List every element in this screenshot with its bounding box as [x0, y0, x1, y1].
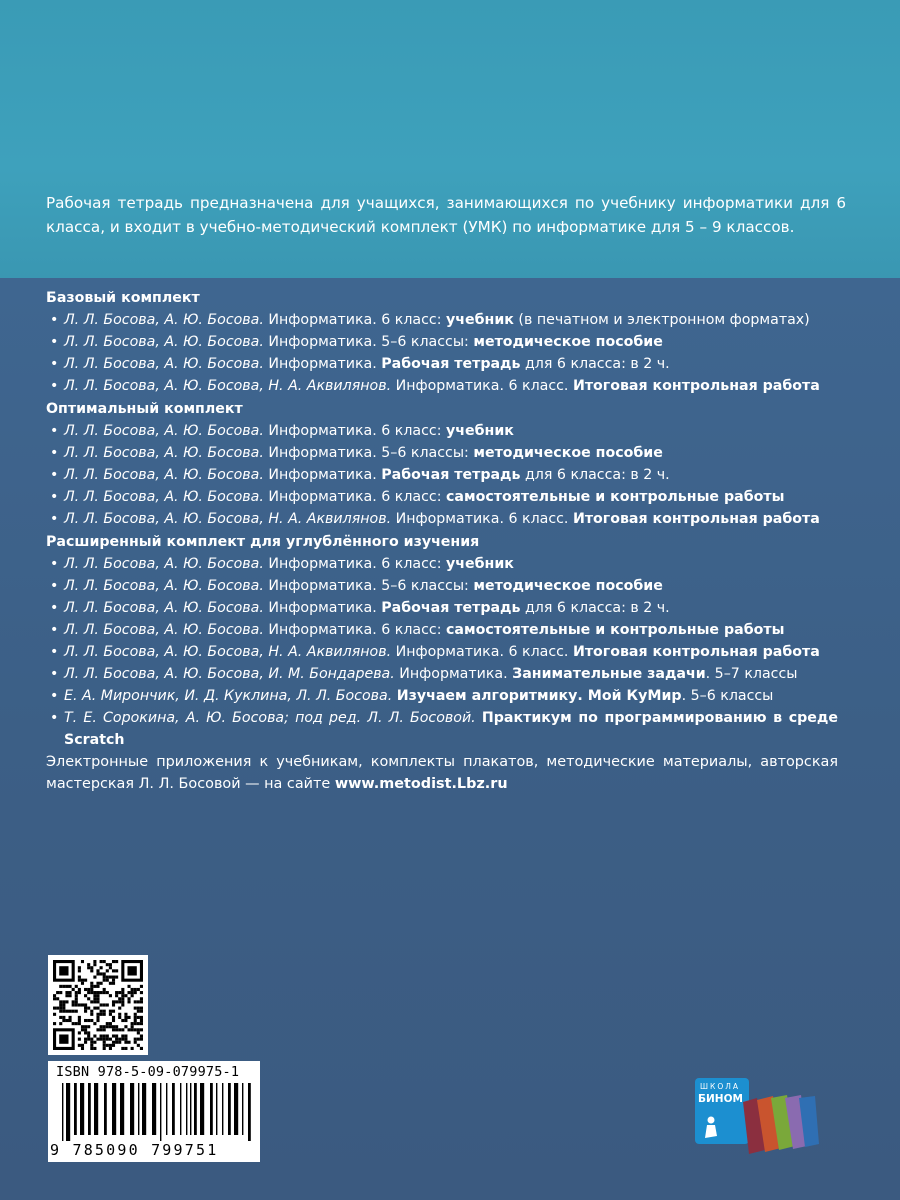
- item-text: Информатика. 6 класс.: [391, 378, 573, 394]
- section-list: [46, 420, 838, 530]
- list-item: [46, 331, 838, 353]
- item-author: Л. Л. Босова, А. Ю. Босова.: [64, 356, 264, 372]
- item-text: Информатика. 5–6 классы:: [263, 445, 474, 461]
- ean-number: 9 785090 799751: [50, 1141, 219, 1159]
- item-text: Информатика. 5–6 классы:: [263, 334, 474, 350]
- list-item: [46, 486, 838, 508]
- item-bold: самостоятельные и контрольные работы: [446, 622, 785, 638]
- footer-text: Электронные приложения к учебникам, комплекты плакатов, методические материалы, авторская мастерская Л. Л. Босовой — на сайте: [46, 754, 838, 792]
- item-author: Е. А. Мирончик, И. Д. Куклина, Л. Л. Босова.: [64, 688, 393, 704]
- section-list: [46, 553, 838, 751]
- item-text: Информатика. 6 класс.: [391, 644, 573, 660]
- list-item: [46, 685, 838, 707]
- list-item: [46, 619, 838, 641]
- item-author: Л. Л. Босова, А. Ю. Босова.: [64, 556, 264, 572]
- item-bold: методическое пособие: [473, 445, 663, 461]
- section-title: Оптимальный комплект: [46, 401, 243, 417]
- item-rest: для 6 класса: в 2 ч.: [520, 356, 670, 372]
- item-text: Информатика.: [263, 467, 382, 483]
- section-title: Базовый комплект: [46, 290, 200, 306]
- item-author: Л. Л. Босова, А. Ю. Босова.: [64, 334, 264, 350]
- item-bold: Занимательные задачи: [512, 666, 706, 682]
- logo-school-text: ШКОЛА: [700, 1082, 741, 1091]
- qr-code-image: [53, 960, 143, 1050]
- item-text: Информатика. 6 класс:: [263, 423, 447, 439]
- list-item: [46, 508, 838, 530]
- item-text: Информатика. 5–6 классы:: [263, 578, 474, 594]
- list-item: [46, 309, 838, 331]
- item-rest: . 5–6 классы: [681, 688, 774, 704]
- item-bold: учебник: [446, 423, 514, 439]
- item-text: Информатика.: [394, 666, 513, 682]
- item-bold: Итоговая контрольная работа: [572, 378, 820, 394]
- item-rest: для 6 класса: в 2 ч.: [520, 600, 670, 616]
- books-icon: [695, 1078, 833, 1158]
- item-author: Л. Л. Босова, А. Ю. Босова.: [64, 445, 264, 461]
- barcode-bars: [62, 1083, 252, 1141]
- intro-paragraph: Рабочая тетрадь предназначена для учащихся, занимающихся по учебнику информатики для 6 класса, и входит в учебно-методический комплект (УМК) по информатике для 5 – 9 классов.: [46, 194, 846, 236]
- list-item: [46, 553, 838, 575]
- footer-paragraph: [46, 751, 838, 795]
- item-author: Л. Л. Босова, А. Ю. Босова, Н. А. Аквилянов.: [64, 511, 392, 527]
- barcode: [48, 1061, 260, 1162]
- item-text: Информатика. 6 класс:: [263, 489, 447, 505]
- list-item: [46, 375, 838, 397]
- item-author: Л. Л. Босова, А. Ю. Босова.: [64, 600, 264, 616]
- item-bold: Изучаем алгоритмику. Мой КуМир: [396, 688, 682, 704]
- isbn-text: ISBN 978-5-09-079975-1: [56, 1064, 240, 1080]
- section-list: [46, 309, 838, 397]
- item-text: Информатика. 6 класс:: [263, 622, 447, 638]
- item-author: Л. Л. Босова, А. Ю. Босова.: [64, 622, 264, 638]
- item-rest: . 5–7 классы: [705, 666, 798, 682]
- item-bold: самостоятельные и контрольные работы: [446, 489, 785, 505]
- item-rest: (в печатном и электронном форматах): [513, 312, 810, 328]
- item-author: Л. Л. Босова, А. Ю. Босова.: [64, 467, 264, 483]
- item-bold: Итоговая контрольная работа: [572, 511, 820, 527]
- item-text: Информатика.: [263, 600, 382, 616]
- item-author: Л. Л. Босова, А. Ю. Босова, Н. А. Аквилянов.: [64, 378, 392, 394]
- logo-brand-text: БИНОМ: [698, 1093, 743, 1105]
- item-bold: учебник: [446, 556, 514, 572]
- list-item: [46, 420, 838, 442]
- item-bold: учебник: [446, 312, 514, 328]
- list-item: [46, 663, 838, 685]
- list-item: [46, 707, 838, 751]
- item-text: Информатика. 6 класс:: [263, 312, 447, 328]
- item-bold: методическое пособие: [473, 578, 663, 594]
- item-bold: Рабочая тетрадь: [381, 467, 521, 483]
- item-author: Л. Л. Босова, А. Ю. Босова, Н. А. Аквилянов.: [64, 644, 392, 660]
- publisher-logo: [695, 1078, 833, 1158]
- sections-container: [46, 287, 838, 751]
- item-text: Информатика.: [263, 356, 382, 372]
- list-item: [46, 442, 838, 464]
- item-author: Л. Л. Босова, А. Ю. Босова.: [64, 578, 264, 594]
- item-bold: Рабочая тетрадь: [381, 356, 521, 372]
- kit-list: [46, 286, 838, 795]
- item-author: Т. Е. Сорокина, А. Ю. Босова; под ред. Л. Л. Босовой.: [64, 710, 476, 726]
- list-item: [46, 641, 838, 663]
- list-item: [46, 464, 838, 486]
- item-rest: для 6 класса: в 2 ч.: [520, 467, 670, 483]
- section-title: Расширенный комплект для углублённого изучения: [46, 534, 480, 550]
- list-item: [46, 597, 838, 619]
- item-bold: Рабочая тетрадь: [381, 600, 521, 616]
- item-author: Л. Л. Босова, А. Ю. Босова.: [64, 489, 264, 505]
- qr-code: [48, 955, 148, 1055]
- item-author: Л. Л. Босова, А. Ю. Босова.: [64, 423, 264, 439]
- item-author: Л. Л. Босова, А. Ю. Босова.: [64, 312, 264, 328]
- item-text: Информатика. 6 класс:: [263, 556, 447, 572]
- item-text: Информатика. 6 класс.: [391, 511, 573, 527]
- item-bold: Итоговая контрольная работа: [572, 644, 820, 660]
- item-author: Л. Л. Босова, А. Ю. Босова, И. М. Бондарева.: [64, 666, 395, 682]
- item-bold: методическое пособие: [473, 334, 663, 350]
- item-bold: Практикум по программированию в среде Scratch: [64, 710, 838, 748]
- list-item: [46, 353, 838, 375]
- list-item: [46, 575, 838, 597]
- website-link[interactable]: www.metodist.Lbz.ru: [334, 776, 508, 792]
